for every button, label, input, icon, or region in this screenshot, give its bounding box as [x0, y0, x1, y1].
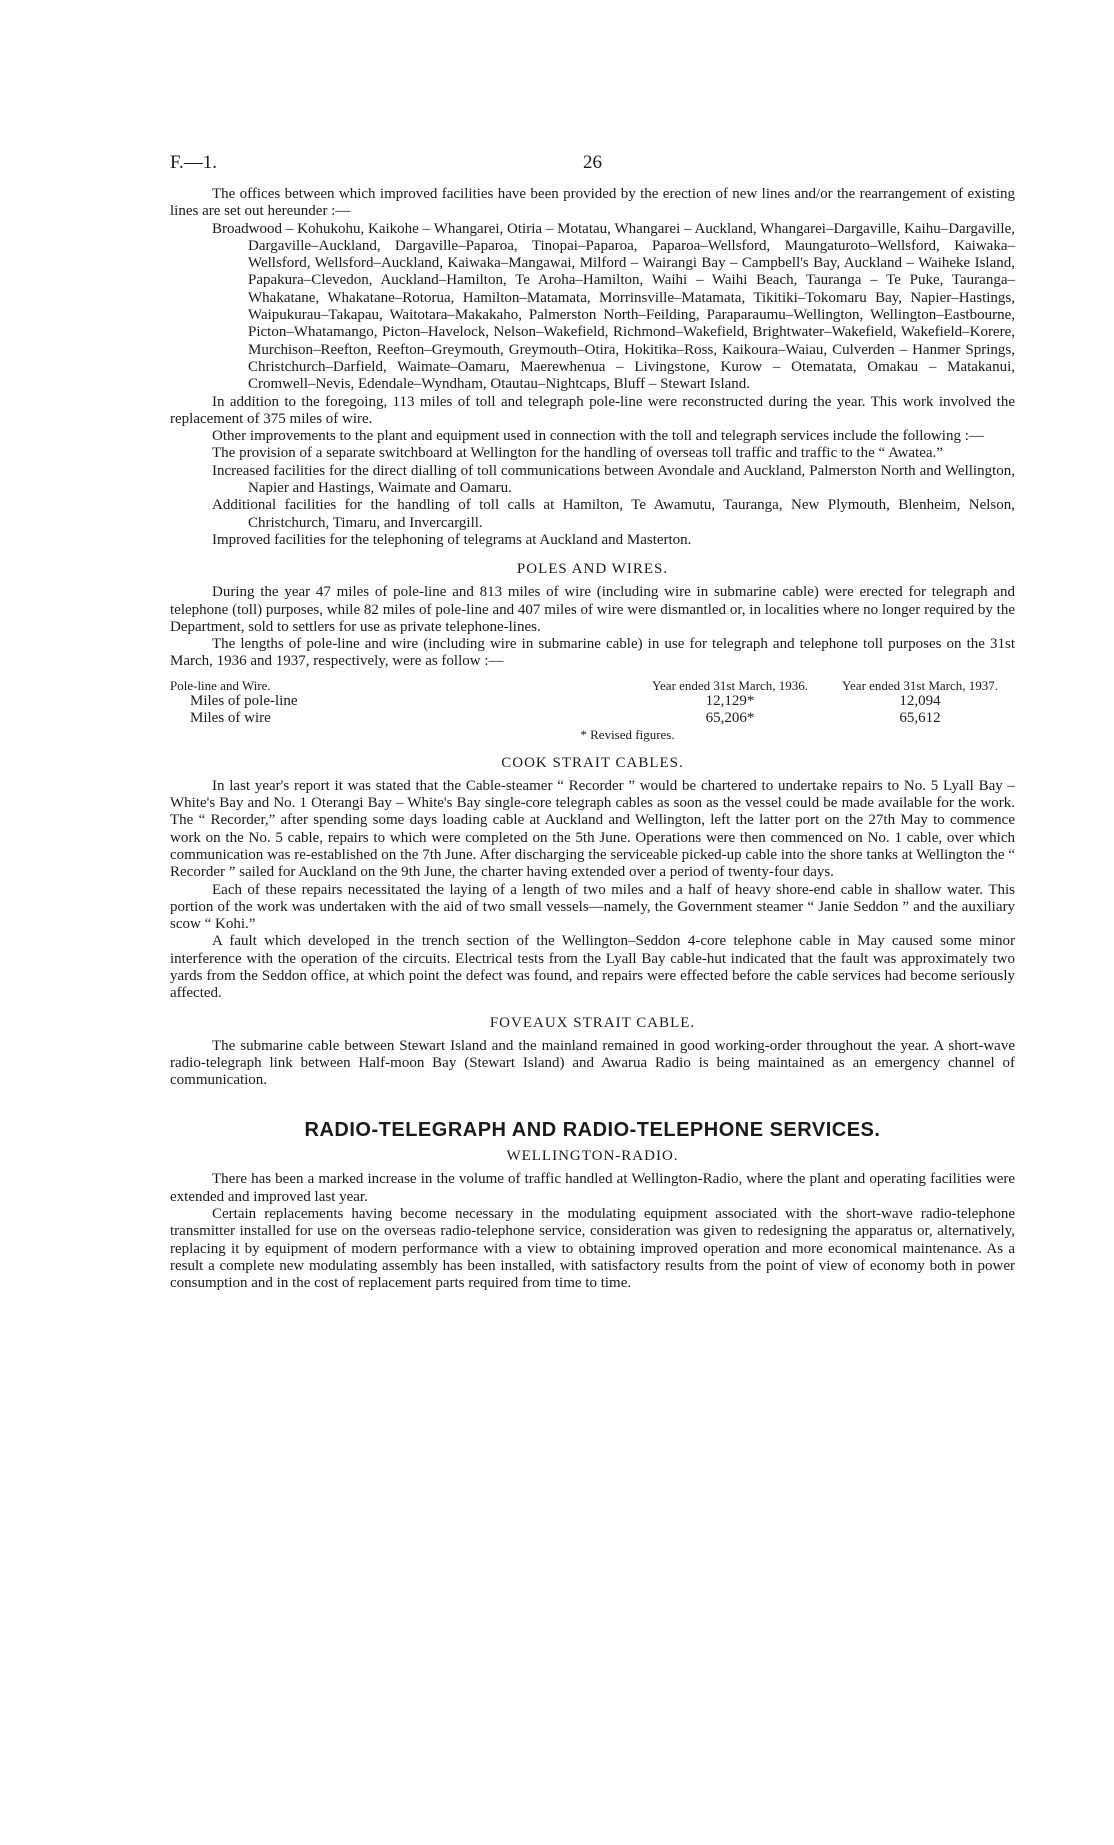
poles-paragraph: The lengths of pole-line and wire (including wire in submarine cable) in use for telegraph and telephone toll purposes on the 31st March, 1936 and 1937, respectively, were as follow :—	[170, 636, 1015, 670]
page-header	[170, 150, 1015, 186]
pole-wire-table	[170, 679, 1015, 727]
poles-paragraph: During the year 47 miles of pole-line and 813 miles of wire (including wire in submarine cable) were erected for telegraph and telephone (toll) purposes, while 82 miles of pole-line and 407 miles of wire were dismantled or, in localities where no longer required by the Department, sold to settlers for use as private telephone-lines.	[170, 584, 1015, 635]
improvement-item: Additional facilities for the handling of toll calls at Hamilton, Te Awamutu, Tauranga, New Plymouth, Blenheim, Nelson, Christchurch, Timaru, and Invercargill.	[212, 497, 1015, 531]
table-footnote: * Revised figures.	[580, 726, 675, 742]
section-heading-foveaux: FOVEAUX STRAIT CABLE.	[489, 1014, 696, 1031]
value-1936: 12,129*	[705, 692, 755, 709]
radio-paragraph: There has been a marked increase in the volume of traffic handled at Wellington-Radio, where the plant and operating facilities were extended and improved last year.	[170, 1171, 1015, 1205]
document-reference: F.—1.	[170, 152, 218, 173]
cook-paragraph: In last year's report it was stated that the Cable-steamer “ Recorder ” would be chartered to undertake repairs to No. 5 Lyall Bay – White's Bay and No. 1 Oterangi Bay – White's Bay single-core telegraph cables as soon as the vessel could be made available for the work. The “ Recorder,” after spending some days loading cable at Auckland and Wellington, left the latter port on the 27th May to commence work on the No. 5 cable, repairs to which were completed on the 5th June. Operations were then commenced on No. 1 cable, over which communication was re-established on the 7th June. After discharging the serviceable picked-up cable into the shore tanks at Wellington the “ Recorder ” sailed for Auckland on the 9th June, the charter having extended over a period of twenty-four days.	[170, 777, 1015, 881]
section-heading-poles: POLES AND WIRES.	[516, 561, 669, 578]
row-label: Miles of pole-line	[190, 692, 298, 709]
page-number: 26	[583, 152, 602, 173]
intro-paragraph: The offices between which improved facilities have been provided by the erection of new lines and/or the rearrangement of existing lines are set out hereunder :—	[170, 186, 1015, 220]
reconstruction-paragraph: In addition to the foregoing, 113 miles of toll and telegraph pole-line were reconstructed during the year. This work involved the replacement of 375 miles of wire.	[170, 393, 1015, 427]
cook-paragraph: A fault which developed in the trench section of the Wellington–Seddon 4-core telephone cable in May caused some minor interference with the operation of the circuits. Electrical tests from the Lyall Bay cable-hut indicated that the fault was approximately two yards from the Seddon office, at which point the defect was found, and repairs were effected before the cable services had become seriously affected.	[170, 933, 1015, 1002]
table-header-row	[170, 679, 1015, 693]
table-row	[170, 710, 1015, 727]
subheading-wellington-radio: WELLINGTON-RADIO.	[506, 1148, 679, 1165]
improvement-item: The provision of a separate switchboard at Wellington for the handling of overseas toll traffic and traffic to the “ Awatea.”	[212, 445, 943, 462]
section-heading-cook: COOK STRAIT CABLES.	[501, 754, 684, 771]
column-header: Pole-line and Wire.	[170, 677, 271, 693]
value-1937: 12,094	[899, 692, 941, 709]
improvement-item: Increased facilities for the direct dialling of toll communications between Avondale and Auckland, Palmerston North and Wellington, Napier and Hastings, Waimate and Oamaru.	[212, 462, 1015, 497]
table-row	[170, 693, 1015, 710]
cook-paragraph: Each of these repairs necessitated the laying of a length of two miles and a half of heavy shore-end cable in shallow water. This portion of the work was undertaken with the aid of two small vessels—namely, the Government steamer “ Janie Seddon ” and the auxiliary scow “ Kohi.”	[170, 881, 1015, 933]
foveaux-paragraph: The submarine cable between Stewart Island and the mainland remained in good working-order throughout the year. A short-wave radio-telegraph link between Half-moon Bay (Stewart Island) and Awarua Radio is being maintained as an emergency channel of communication.	[170, 1037, 1015, 1089]
column-header: Year ended 31st March, 1937.	[841, 677, 999, 693]
value-1937: 65,612	[899, 709, 941, 726]
office-list: Broadwood – Kohukohu, Kaikohe – Whangarei, Otiria – Motatau, Whangarei – Auckland, Whangarei–Dargaville, Kaihu–Dargaville, Dargaville–Auckland, Dargaville–Paparoa, Tinopai–Paparoa, Paparoa–Wellsford, Maungaturoto–Wellsford, Kaiwaka–Wellsford, Wellsford–Auckland, Kaiwaka–Mangawai, Milford – Wairangi Bay – Campbell's Bay, Auckland – Waiheke Island, Papakura–Clevedon, Auckland–Hamilton, Te Aroha–Hamilton, Waihi – Waihi Beach, Tauranga – Te Puke, Tauranga–Whakatane, Whakatane–Rotorua, Hamilton–Matamata, Morrinsville–Matamata, Tikitiki–Tokomaru Bay, Napier–Hastings, Waipukurau–Takapau, Waitotara–Makakaho, Palmerston North–Feilding, Paraparaumu–Wellington, Wellington–Eastbourne, Picton–Whatamango, Picton–Havelock, Nelson–Wakefield, Richmond–Wakefield, Brightwater–Wakefield, Wakefield–Korere, Murchison–Reefton, Reefton–Greymouth, Greymouth–Otira, Hokitika–Ross, Kaikoura–Waiau, Culverden – Hanmer Springs, Christchurch–Darfield, Waimate–Oamaru, Maerewhenua – Livingstone, Kurow – Otematata, Omakau – Matakanui, Cromwell–Nevis, Edendale–Wyndham, Otautau–Nightcaps, Bluff – Stewart Island.	[212, 220, 1015, 393]
value-1936: 65,206*	[705, 709, 755, 726]
improvement-item: Improved facilities for the telephoning of telegrams at Auckland and Masterton.	[212, 531, 692, 548]
radio-paragraph: Certain replacements having become necessary in the modulating equipment associated with the short-wave radio-telephone transmitter installed for use on the overseas radio-telephone service, consideration was given to redesigning the apparatus or, alternatively, replacing it by equipment of modern performance with a view to obtaining improved operation and more economical maintenance. As a result a complete new modulating assembly has been installed, with satisfactory results from the point of view of economy both in power consumption and in the cost of replacement parts required from time to time.	[170, 1206, 1015, 1292]
document-page	[170, 150, 1015, 1293]
improvements-paragraph: Other improvements to the plant and equipment used in connection with the toll and telegraph services include the following :—	[212, 428, 984, 445]
row-label: Miles of wire	[190, 709, 271, 726]
section-heading-radio: RADIO-TELEGRAPH AND RADIO-TELEPHONE SERVICES.	[304, 1119, 881, 1142]
column-header: Year ended 31st March, 1936.	[651, 677, 809, 693]
